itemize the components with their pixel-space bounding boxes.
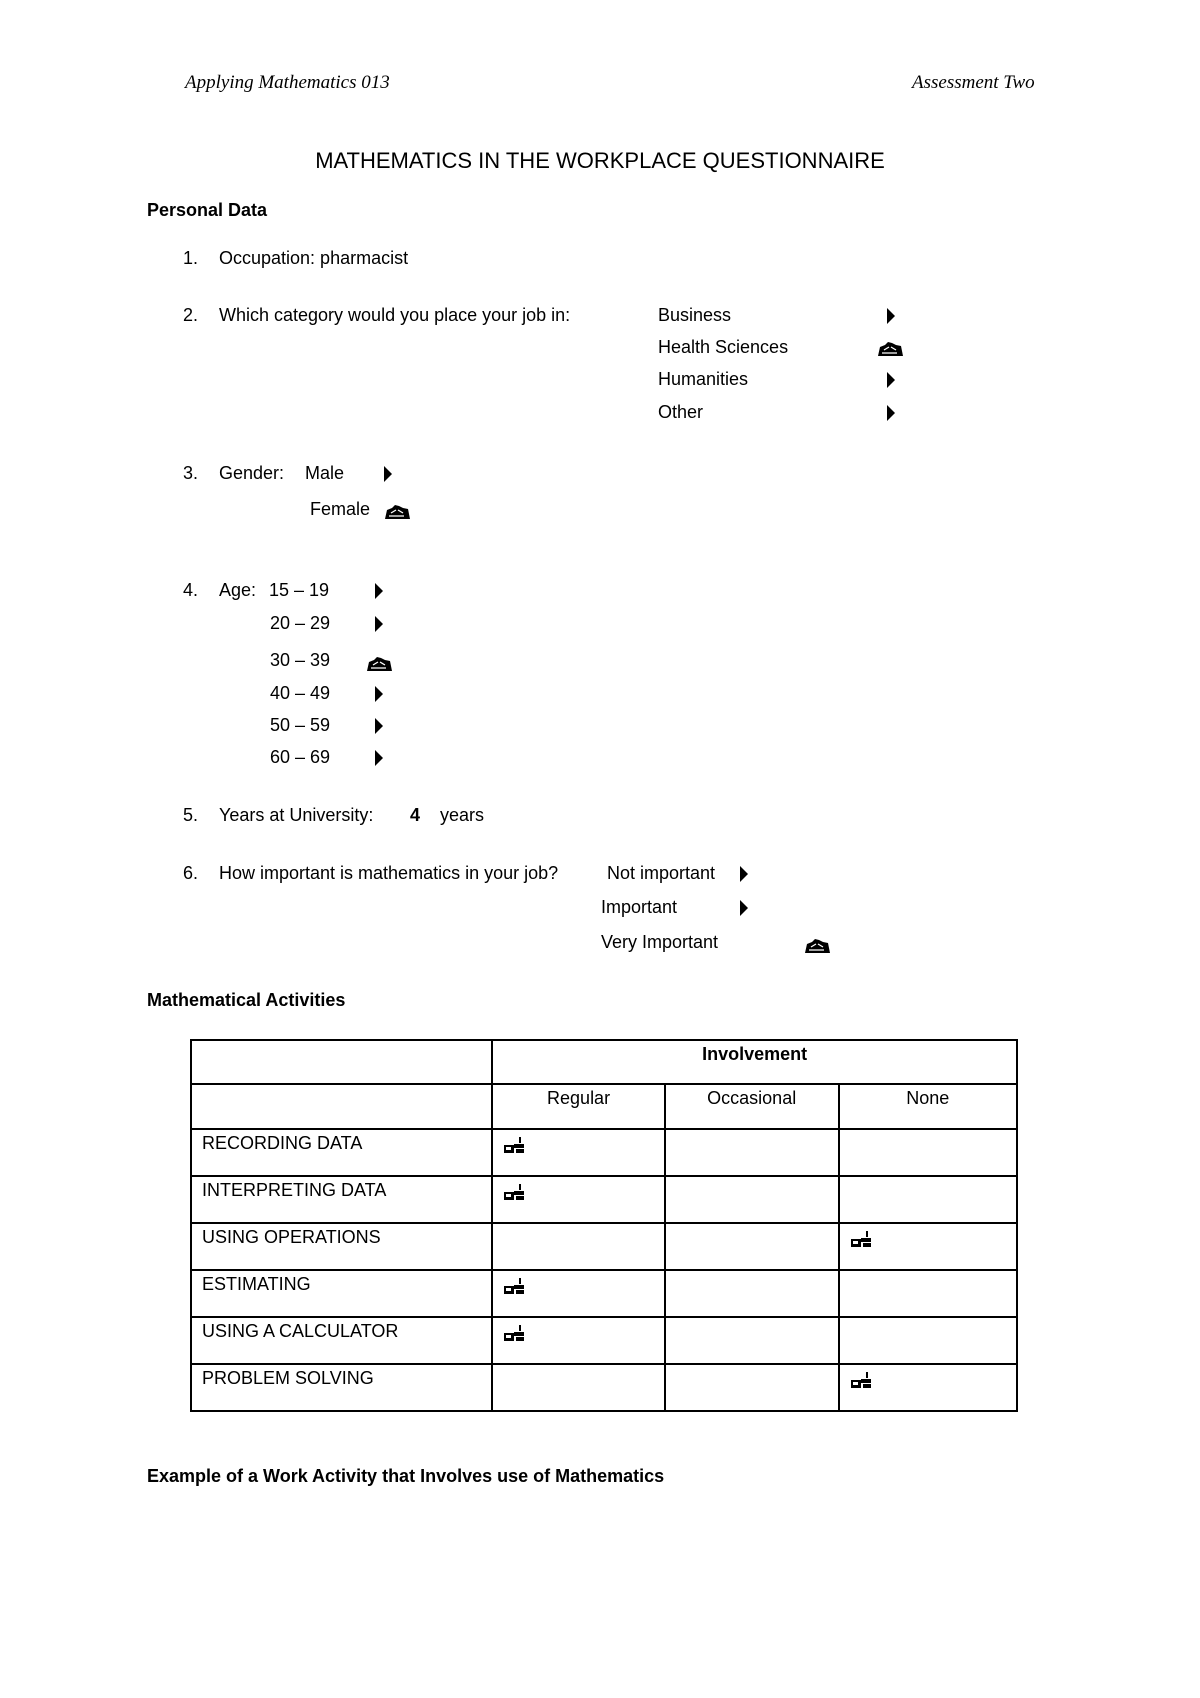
involvement-header-label: Involvement (702, 1044, 808, 1064)
tick-hand-icon (503, 1182, 527, 1204)
involvement-cell[interactable] (839, 1317, 1017, 1364)
involvement-cell[interactable] (839, 1223, 1017, 1270)
gender-option-female: Female (310, 499, 371, 519)
question-1 (183, 248, 408, 269)
gender-option-male: Male (305, 463, 345, 483)
activity-label-cell (191, 1364, 492, 1411)
age-option-15-19: 15 – 19 (269, 580, 330, 600)
tick-hand-icon (503, 1135, 527, 1157)
involvement-cell[interactable] (665, 1364, 839, 1411)
involvement-cell[interactable] (665, 1317, 839, 1364)
occupation-text: Occupation: pharmacist (219, 248, 409, 268)
unselected-arrow-icon[interactable] (375, 718, 383, 734)
involvement-cell[interactable] (492, 1364, 665, 1411)
activity-label: PROBLEM SOLVING (202, 1368, 374, 1388)
question-6 (183, 863, 558, 884)
gender-label: Gender: (219, 463, 285, 483)
personal-data-heading: Personal Data (147, 200, 268, 220)
activity-label-cell (191, 1317, 492, 1364)
age-option-30-39: 30 – 39 (270, 650, 331, 670)
unselected-arrow-icon[interactable] (384, 466, 392, 482)
involvement-cell[interactable] (492, 1129, 665, 1176)
involvement-cell[interactable] (492, 1270, 665, 1317)
unselected-arrow-icon[interactable] (375, 686, 383, 702)
tick-hand-icon (850, 1370, 874, 1392)
table-header-row (191, 1040, 1017, 1084)
importance-option-very-important: Very Important (601, 932, 719, 952)
unselected-arrow-icon[interactable] (740, 866, 748, 882)
column-header-none (839, 1084, 1017, 1129)
question-5 (183, 805, 373, 826)
category-option-health-sciences: Health Sciences (658, 337, 789, 357)
selected-hand-icon[interactable] (365, 655, 393, 673)
involvement-cell[interactable] (492, 1317, 665, 1364)
activity-label: USING A CALCULATOR (202, 1321, 399, 1341)
involvement-cell[interactable] (839, 1176, 1017, 1223)
unselected-arrow-icon[interactable] (887, 372, 895, 388)
activity-label: RECORDING DATA (202, 1133, 363, 1153)
age-option-40-49: 40 – 49 (270, 683, 331, 703)
column-header-none-label: None (906, 1088, 950, 1108)
activity-label-cell (191, 1176, 492, 1223)
activity-label-cell (191, 1270, 492, 1317)
question-3 (183, 463, 284, 484)
age-label: Age: (219, 580, 257, 600)
category-option-other: Other (658, 402, 704, 422)
involvement-cell[interactable] (839, 1129, 1017, 1176)
tick-hand-icon (850, 1229, 874, 1251)
example-activity-heading: Example of a Work Activity that Involves use of Mathematics (147, 1466, 665, 1486)
involvement-header (492, 1040, 1017, 1084)
table-subheader-row (191, 1084, 1017, 1129)
table-corner-cell (191, 1040, 492, 1084)
table-corner-cell (191, 1084, 492, 1129)
question-4-number: 4. (183, 580, 199, 600)
activity-label: ESTIMATING (202, 1274, 311, 1294)
table-row (191, 1270, 1017, 1317)
tick-hand-icon (503, 1276, 527, 1298)
years-at-university-value[interactable]: 4 (410, 805, 421, 825)
question-4 (183, 580, 256, 601)
table-row (191, 1223, 1017, 1270)
activity-label-cell (191, 1223, 492, 1270)
unselected-arrow-icon[interactable] (887, 308, 895, 324)
question-6-number: 6. (183, 863, 199, 883)
column-header-occasional-label: Occasional (707, 1088, 797, 1108)
category-option-business: Business (658, 305, 732, 325)
age-option-60-69: 60 – 69 (270, 747, 331, 767)
table-row (191, 1317, 1017, 1364)
table-row (191, 1364, 1017, 1411)
table-row (191, 1176, 1017, 1223)
unselected-arrow-icon[interactable] (375, 750, 383, 766)
category-option-humanities: Humanities (658, 369, 749, 389)
tick-hand-icon (503, 1323, 527, 1345)
years-unit: years (440, 805, 485, 825)
column-header-regular (492, 1084, 665, 1129)
involvement-cell[interactable] (492, 1176, 665, 1223)
unselected-arrow-icon[interactable] (375, 583, 383, 599)
header-right: Assessment Two (912, 72, 1035, 93)
activity-label-cell (191, 1129, 492, 1176)
question-2 (183, 305, 570, 326)
involvement-cell[interactable] (665, 1129, 839, 1176)
unselected-arrow-icon[interactable] (740, 900, 748, 916)
involvement-cell[interactable] (665, 1223, 839, 1270)
page-title: MATHEMATICS IN THE WORKPLACE QUESTIONNAIRE (315, 148, 885, 173)
selected-hand-icon[interactable] (383, 503, 411, 521)
question-1-number: 1. (183, 248, 199, 268)
importance-option-important: Important (601, 897, 678, 917)
involvement-cell[interactable] (839, 1270, 1017, 1317)
unselected-arrow-icon[interactable] (887, 405, 895, 421)
unselected-arrow-icon[interactable] (375, 616, 383, 632)
activities-table (190, 1039, 1018, 1412)
question-3-number: 3. (183, 463, 199, 483)
column-header-occasional (665, 1084, 839, 1129)
selected-hand-icon[interactable] (876, 340, 904, 358)
involvement-cell[interactable] (665, 1176, 839, 1223)
question-2-number: 2. (183, 305, 199, 325)
involvement-cell[interactable] (839, 1364, 1017, 1411)
importance-option-not-important: Not important (607, 863, 716, 883)
activity-label: USING OPERATIONS (202, 1227, 381, 1247)
question-6-text: How important is mathematics in your job? (219, 863, 559, 883)
involvement-cell[interactable] (665, 1270, 839, 1317)
question-2-text: Which category would you place your job in: (219, 305, 571, 325)
age-option-20-29: 20 – 29 (270, 613, 331, 633)
table-row (191, 1129, 1017, 1176)
activity-label: INTERPRETING DATA (202, 1180, 387, 1200)
age-option-50-59: 50 – 59 (270, 715, 331, 735)
column-header-regular-label: Regular (547, 1088, 611, 1108)
years-at-university-label: Years at University: (219, 805, 374, 825)
selected-hand-icon[interactable] (803, 937, 831, 955)
header-left: Applying Mathematics 013 (185, 72, 390, 93)
involvement-cell[interactable] (492, 1223, 665, 1270)
question-5-number: 5. (183, 805, 199, 825)
mathematical-activities-heading: Mathematical Activities (147, 990, 346, 1010)
